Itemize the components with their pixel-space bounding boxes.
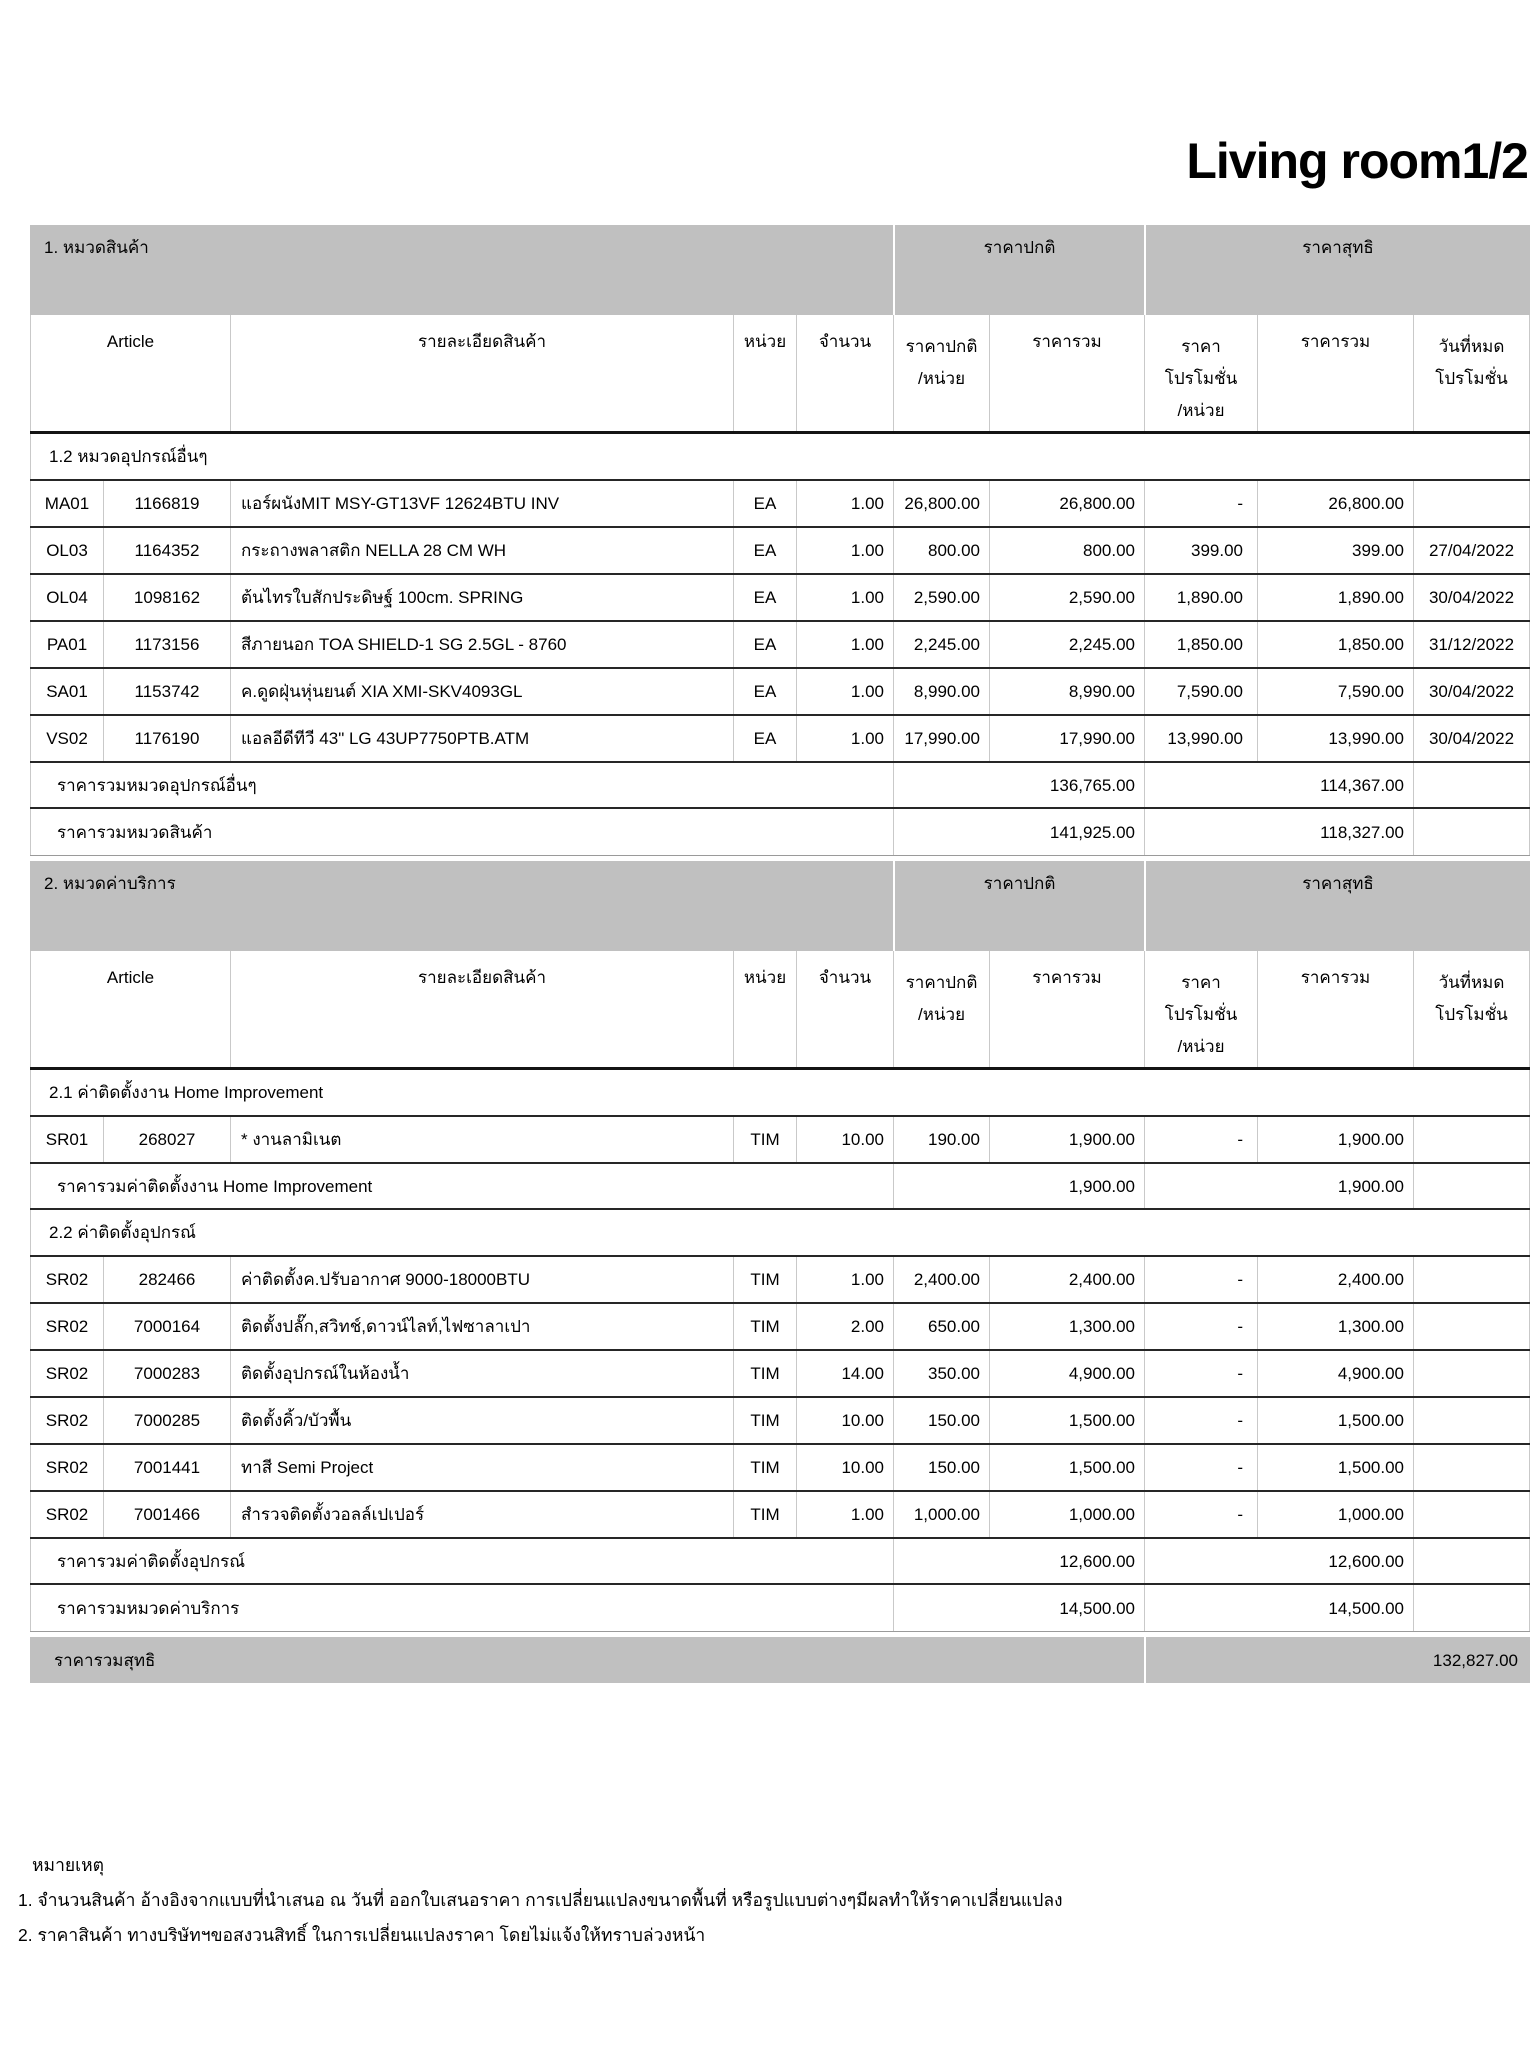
table-row xyxy=(30,1257,1530,1304)
table-summary-spacer xyxy=(1413,1585,1530,1631)
cell-article-number: 1153742 xyxy=(103,669,230,714)
cell-unit-price: 190.00 xyxy=(893,1117,989,1162)
cell-unit: TIM xyxy=(733,1117,796,1162)
cell-qty: 10.00 xyxy=(796,1445,893,1490)
band-normal-price-label: ราคาปกติ xyxy=(893,225,1144,315)
notes-section xyxy=(18,1848,1418,1953)
cell-promo-unit-price: - xyxy=(1144,1117,1257,1162)
column-header-article: Article xyxy=(30,951,230,1067)
section-label: 2.2 ค่าติดตั้งอุปกรณ์ xyxy=(30,1210,1530,1255)
cell-total: 2,590.00 xyxy=(989,575,1144,620)
table-row xyxy=(30,528,1530,575)
table-row xyxy=(30,1398,1530,1445)
header-line: โปรโมชั่น xyxy=(1164,1005,1238,1024)
cell-description: สีภายนอก TOA SHIELD-1 SG 2.5GL - 8760 xyxy=(230,622,733,667)
column-header-qty: จำนวน xyxy=(796,951,893,1067)
cell-description: ค.ดูดฝุ่นหุ่นยนต์ XIA XMI-SKV4093GL xyxy=(230,669,733,714)
cell-unit-price: 150.00 xyxy=(893,1398,989,1443)
cell-promo-unit-price: - xyxy=(1144,1257,1257,1302)
cell-qty: 1.00 xyxy=(796,575,893,620)
cell-qty: 1.00 xyxy=(796,528,893,573)
header-line: /หน่วย xyxy=(917,1005,966,1024)
cell-qty: 10.00 xyxy=(796,1117,893,1162)
cell-promo-end-date xyxy=(1413,1351,1530,1396)
band-section-label: 1. หมวดสินค้า xyxy=(44,238,149,257)
cell-article-code: SR02 xyxy=(30,1257,103,1302)
table-row xyxy=(30,1117,1530,1164)
cell-promo-end-date xyxy=(1413,1304,1530,1349)
group-summary-label: ราคารวมหมวดอุปกรณ์อื่นๆ xyxy=(30,763,893,807)
group-summary-row xyxy=(30,1539,1530,1585)
group-summary-net-total: 12,600.00 xyxy=(1144,1539,1413,1583)
table-row xyxy=(30,481,1530,528)
group-summary-total: 12,600.00 xyxy=(893,1539,1144,1583)
cell-article-number: 268027 xyxy=(103,1117,230,1162)
cell-qty: 1.00 xyxy=(796,1257,893,1302)
cell-article-code: OL03 xyxy=(30,528,103,573)
cell-description: แอลอีดีทีวี 43" LG 43UP7750PTB.ATM xyxy=(230,716,733,761)
header-line: ราคาปกติ xyxy=(905,973,978,992)
cell-promo-end-date xyxy=(1413,481,1530,526)
column-header-unit-price xyxy=(893,315,989,431)
cell-total: 1,500.00 xyxy=(989,1445,1144,1490)
cell-description: ติดตั้งปลั๊ก,สวิทช์,ดาวน์ไลท์,ไฟซาลาเปา xyxy=(230,1304,733,1349)
note-line-2: 2. ราคาสินค้า ทางบริษัทฯขอสงวนสิทธิ์ ในการเปลี่ยนแปลงราคา โดยไม่แจ้งให้ทราบล่วงหน้า xyxy=(18,1925,706,1945)
cell-description: ติดตั้งคิ้ว/บัวพื้น xyxy=(230,1398,733,1443)
cell-qty: 1.00 xyxy=(796,481,893,526)
cell-promo-end-date xyxy=(1413,1492,1530,1537)
cell-article-number: 7000164 xyxy=(103,1304,230,1349)
table-summary-net-total: 118,327.00 xyxy=(1144,809,1413,855)
table-row xyxy=(30,1351,1530,1398)
band-net-price-label: ราคาสุทธิ xyxy=(1144,861,1530,951)
cell-net-total: 1,300.00 xyxy=(1257,1304,1413,1349)
cell-total: 2,245.00 xyxy=(989,622,1144,667)
column-header-promo-end xyxy=(1413,951,1530,1067)
table-band-row xyxy=(30,861,1530,951)
cell-description: ต้นไทรใบสักประดิษฐ์ 100cm. SPRING xyxy=(230,575,733,620)
cell-promo-end-date: 31/12/2022 xyxy=(1413,622,1530,667)
band-net-price-label: ราคาสุทธิ xyxy=(1144,225,1530,315)
group-summary-spacer xyxy=(1413,1539,1530,1583)
cell-net-total: 7,590.00 xyxy=(1257,669,1413,714)
cell-qty: 1.00 xyxy=(796,716,893,761)
grand-total-value: 132,827.00 xyxy=(1144,1637,1530,1683)
column-header-promo-price xyxy=(1144,951,1257,1067)
cell-promo-end-date xyxy=(1413,1257,1530,1302)
column-header-unit-price xyxy=(893,951,989,1067)
header-line: ราคาปกติ xyxy=(905,337,978,356)
cell-total: 1,000.00 xyxy=(989,1492,1144,1537)
section-label: 1.2 หมวดอุปกรณ์อื่นๆ xyxy=(30,434,1530,479)
cell-promo-end-date xyxy=(1413,1398,1530,1443)
column-header-row xyxy=(30,315,1530,434)
cell-article-code: SR02 xyxy=(30,1351,103,1396)
cell-promo-end-date: 30/04/2022 xyxy=(1413,716,1530,761)
cell-article-number: 1176190 xyxy=(103,716,230,761)
grand-total-row xyxy=(30,1637,1530,1683)
cell-promo-unit-price: - xyxy=(1144,1492,1257,1537)
cell-net-total: 1,900.00 xyxy=(1257,1117,1413,1162)
cell-net-total: 1,850.00 xyxy=(1257,622,1413,667)
cell-description: ค่าติดตั้งค.ปรับอากาศ 9000-18000BTU xyxy=(230,1257,733,1302)
cell-unit-price: 150.00 xyxy=(893,1445,989,1490)
cell-qty: 2.00 xyxy=(796,1304,893,1349)
section-label: 2.1 ค่าติดตั้งงาน Home Improvement xyxy=(30,1070,1530,1115)
sheet xyxy=(30,0,1530,1683)
cell-net-total: 1,500.00 xyxy=(1257,1398,1413,1443)
group-summary-row xyxy=(30,1164,1530,1210)
cell-unit-price: 800.00 xyxy=(893,528,989,573)
group-summary-label: ราคารวมค่าติดตั้งงาน Home Improvement xyxy=(30,1164,893,1208)
header-line: /หน่วย xyxy=(1177,401,1225,420)
cell-promo-unit-price: 1,850.00 xyxy=(1144,622,1257,667)
cell-description: ทาสี Semi Project xyxy=(230,1445,733,1490)
cell-promo-end-date xyxy=(1413,1117,1530,1162)
cell-unit-price: 2,590.00 xyxy=(893,575,989,620)
column-header-description: รายละเอียดสินค้า xyxy=(230,951,733,1067)
header-line: วันที่หมด xyxy=(1438,973,1505,992)
header-line: ราคา xyxy=(1181,337,1221,356)
section-row xyxy=(30,1070,1530,1117)
cell-total: 1,900.00 xyxy=(989,1117,1144,1162)
section-row xyxy=(30,1210,1530,1257)
cell-unit-price: 350.00 xyxy=(893,1351,989,1396)
cell-article-code: SR01 xyxy=(30,1117,103,1162)
cell-unit: EA xyxy=(733,669,796,714)
cell-unit: EA xyxy=(733,575,796,620)
table-summary-row xyxy=(30,1585,1530,1632)
header-line: โปรโมชั่น xyxy=(1435,1005,1508,1024)
notes-heading: หมายเหตุ xyxy=(32,1855,105,1875)
cell-description: ติดตั้งอุปกรณ์ในห้องน้ำ xyxy=(230,1351,733,1396)
cell-article-code: MA01 xyxy=(30,481,103,526)
group-summary-total: 136,765.00 xyxy=(893,763,1144,807)
table-row xyxy=(30,1304,1530,1351)
cell-promo-unit-price: 13,990.00 xyxy=(1144,716,1257,761)
cell-net-total: 13,990.00 xyxy=(1257,716,1413,761)
cell-promo-unit-price: - xyxy=(1144,1398,1257,1443)
cell-unit: TIM xyxy=(733,1492,796,1537)
column-header-promo-end xyxy=(1413,315,1530,431)
table-summary-row xyxy=(30,809,1530,856)
cell-unit: TIM xyxy=(733,1257,796,1302)
cell-article-code: OL04 xyxy=(30,575,103,620)
table-summary-total: 141,925.00 xyxy=(893,809,1144,855)
cell-unit: TIM xyxy=(733,1304,796,1349)
cell-net-total: 399.00 xyxy=(1257,528,1413,573)
column-header-description: รายละเอียดสินค้า xyxy=(230,315,733,431)
cell-unit: TIM xyxy=(733,1398,796,1443)
cell-unit-price: 8,990.00 xyxy=(893,669,989,714)
header-line: โปรโมชั่น xyxy=(1435,369,1508,388)
cell-description: แอร์ผนังMIT MSY-GT13VF 12624BTU INV xyxy=(230,481,733,526)
cell-unit-price: 650.00 xyxy=(893,1304,989,1349)
cell-promo-unit-price: 399.00 xyxy=(1144,528,1257,573)
table-summary-total: 14,500.00 xyxy=(893,1585,1144,1631)
column-header-row xyxy=(30,951,1530,1070)
header-line: /หน่วย xyxy=(1177,1037,1225,1056)
cell-total: 8,990.00 xyxy=(989,669,1144,714)
cell-total: 26,800.00 xyxy=(989,481,1144,526)
column-header-promo-price xyxy=(1144,315,1257,431)
products-table xyxy=(30,225,1530,856)
cell-article-number: 7001441 xyxy=(103,1445,230,1490)
cell-promo-end-date: 30/04/2022 xyxy=(1413,575,1530,620)
table-row xyxy=(30,716,1530,763)
cell-qty: 1.00 xyxy=(796,1492,893,1537)
column-header-unit: หน่วย xyxy=(733,951,796,1067)
cell-article-number: 1164352 xyxy=(103,528,230,573)
header-line: วันที่หมด xyxy=(1438,337,1505,356)
cell-unit-price: 2,245.00 xyxy=(893,622,989,667)
grand-total-wrap xyxy=(30,1637,1530,1683)
cell-total: 1,300.00 xyxy=(989,1304,1144,1349)
cell-article-code: SA01 xyxy=(30,669,103,714)
cell-promo-unit-price: - xyxy=(1144,1351,1257,1396)
cell-unit: EA xyxy=(733,481,796,526)
cell-net-total: 1,890.00 xyxy=(1257,575,1413,620)
cell-net-total: 1,000.00 xyxy=(1257,1492,1413,1537)
cell-net-total: 4,900.00 xyxy=(1257,1351,1413,1396)
cell-article-number: 7001466 xyxy=(103,1492,230,1537)
cell-total: 17,990.00 xyxy=(989,716,1144,761)
section-row xyxy=(30,434,1530,481)
cell-description: สำรวจติดตั้งวอลล์เปเปอร์ xyxy=(230,1492,733,1537)
column-header-total: ราคารวม xyxy=(989,951,1144,1067)
cell-unit: TIM xyxy=(733,1351,796,1396)
cell-qty: 1.00 xyxy=(796,622,893,667)
cell-net-total: 1,500.00 xyxy=(1257,1445,1413,1490)
table-band-row xyxy=(30,225,1530,315)
page-title: Living room1/2 xyxy=(1186,133,1528,189)
cell-article-code: SR02 xyxy=(30,1445,103,1490)
cell-description: กระถางพลาสติก NELLA 28 CM WH xyxy=(230,528,733,573)
header-line: /หน่วย xyxy=(917,369,966,388)
column-header-unit: หน่วย xyxy=(733,315,796,431)
cell-description: * งานลามิเนต xyxy=(230,1117,733,1162)
group-summary-label: ราคารวมค่าติดตั้งอุปกรณ์ xyxy=(30,1539,893,1583)
table-row xyxy=(30,622,1530,669)
table-row xyxy=(30,669,1530,716)
band-section-label: 2. หมวดค่าบริการ xyxy=(44,874,176,893)
column-header-qty: จำนวน xyxy=(796,315,893,431)
cell-article-number: 1173156 xyxy=(103,622,230,667)
cell-total: 4,900.00 xyxy=(989,1351,1144,1396)
note-line-1: 1. จำนวนสินค้า อ้างอิงจากแบบที่นำเสนอ ณ วันที่ ออกใบเสนอราคา การเปลี่ยนแปลงขนาดพื้นที่ หรือรูปแบบต่างๆมีผลทำให้ราคาเปลี่ยนแปลง xyxy=(18,1890,1063,1910)
header-line: โปรโมชั่น xyxy=(1164,369,1238,388)
column-header-net-total: ราคารวม xyxy=(1257,951,1413,1067)
table-summary-label: ราคารวมหมวดค่าบริการ xyxy=(30,1585,893,1631)
cell-unit-price: 2,400.00 xyxy=(893,1257,989,1302)
cell-promo-unit-price: 1,890.00 xyxy=(1144,575,1257,620)
group-summary-net-total: 1,900.00 xyxy=(1144,1164,1413,1208)
group-summary-total: 1,900.00 xyxy=(893,1164,1144,1208)
cell-unit-price: 17,990.00 xyxy=(893,716,989,761)
cell-unit: EA xyxy=(733,716,796,761)
cell-promo-end-date: 30/04/2022 xyxy=(1413,669,1530,714)
group-summary-row xyxy=(30,763,1530,809)
table-row xyxy=(30,1445,1530,1492)
cell-unit-price: 1,000.00 xyxy=(893,1492,989,1537)
cell-unit: TIM xyxy=(733,1445,796,1490)
group-summary-net-total: 114,367.00 xyxy=(1144,763,1413,807)
services-table xyxy=(30,861,1530,1632)
cell-net-total: 2,400.00 xyxy=(1257,1257,1413,1302)
table-summary-spacer xyxy=(1413,809,1530,855)
cell-total: 2,400.00 xyxy=(989,1257,1144,1302)
cell-article-code: SR02 xyxy=(30,1492,103,1537)
cell-promo-unit-price: - xyxy=(1144,481,1257,526)
column-header-total: ราคารวม xyxy=(989,315,1144,431)
cell-article-code: SR02 xyxy=(30,1304,103,1349)
cell-qty: 14.00 xyxy=(796,1351,893,1396)
cell-net-total: 26,800.00 xyxy=(1257,481,1413,526)
cell-article-number: 7000285 xyxy=(103,1398,230,1443)
table-summary-label: ราคารวมหมวดสินค้า xyxy=(30,809,893,855)
cell-promo-end-date: 27/04/2022 xyxy=(1413,528,1530,573)
table-summary-net-total: 14,500.00 xyxy=(1144,1585,1413,1631)
table-row xyxy=(30,575,1530,622)
cell-promo-unit-price: - xyxy=(1144,1304,1257,1349)
table-row xyxy=(30,1492,1530,1539)
cell-unit: EA xyxy=(733,622,796,667)
cell-promo-unit-price: 7,590.00 xyxy=(1144,669,1257,714)
group-summary-spacer xyxy=(1413,1164,1530,1208)
cell-article-number: 1098162 xyxy=(103,575,230,620)
cell-unit-price: 26,800.00 xyxy=(893,481,989,526)
cell-unit: EA xyxy=(733,528,796,573)
cell-article-code: PA01 xyxy=(30,622,103,667)
column-header-article: Article xyxy=(30,315,230,431)
cell-article-code: SR02 xyxy=(30,1398,103,1443)
cell-article-number: 7000283 xyxy=(103,1351,230,1396)
cell-article-code: VS02 xyxy=(30,716,103,761)
cell-article-number: 1166819 xyxy=(103,481,230,526)
cell-qty: 10.00 xyxy=(796,1398,893,1443)
column-header-net-total: ราคารวม xyxy=(1257,315,1413,431)
grand-total-label: ราคารวมสุทธิ xyxy=(54,1650,156,1670)
cell-promo-unit-price: - xyxy=(1144,1445,1257,1490)
cell-article-number: 282466 xyxy=(103,1257,230,1302)
cell-promo-end-date xyxy=(1413,1445,1530,1490)
cell-total: 800.00 xyxy=(989,528,1144,573)
group-summary-spacer xyxy=(1413,763,1530,807)
band-normal-price-label: ราคาปกติ xyxy=(893,861,1144,951)
cell-total: 1,500.00 xyxy=(989,1398,1144,1443)
header-line: ราคา xyxy=(1181,973,1221,992)
cell-qty: 1.00 xyxy=(796,669,893,714)
